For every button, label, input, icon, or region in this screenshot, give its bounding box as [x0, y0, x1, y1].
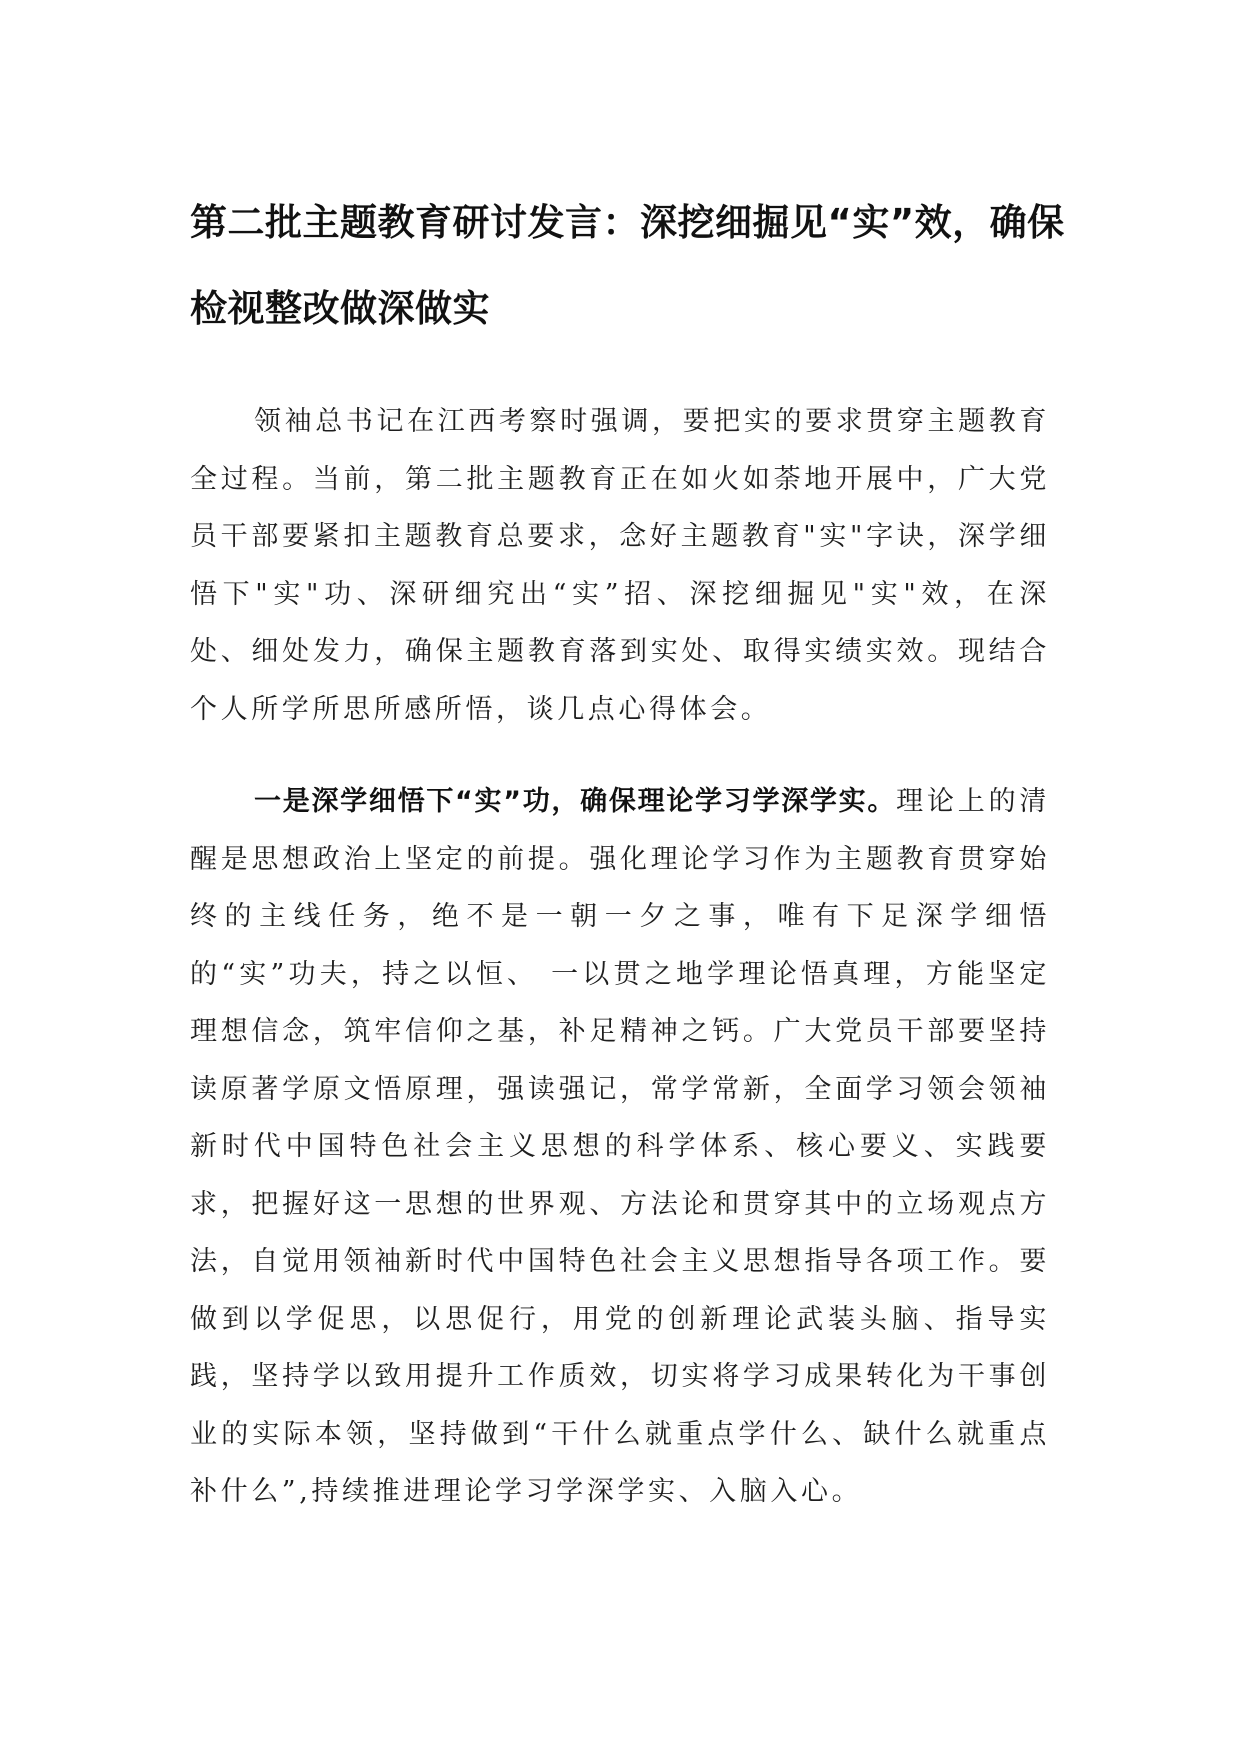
intro-paragraph: 领袖总书记在江西考察时强调，要把实的要求贯穿主题教育全过程。当前，第二批主题教育正在如火如荼地开展中，广大党员干部要紧扣主题教育总要求，念好主题教育"实"字诀，深学细悟下"实"功、深研细究出“实”招、深挖细掘见"实"效，在深处、细处发力，确保主题教育落到实处、取得实绩实效。现结合个人所学所思所感所悟，谈几点心得体会。 — [190, 406, 1050, 725]
section-1-heading: 一是深学细悟下“实”功，确保理论学习学深学实。 — [254, 786, 897, 817]
section-1-paragraph — [190, 773, 1050, 1521]
section-1-body: 理论上的清醒是思想政治上坚定的前提。强化理论学习作为主题教育贯穿始终的主线任务，绝不是一朝一夕之事，唯有下足深学细悟的“实”功夫，持之以恒、 一以贯之地学理论悟真理，方能坚定理想信念，筑牢信仰之基，补足精神之钙。广大党员干部要坚持读原著学原文悟原理，强读强记，常学常新，全面学习领会领袖新时代中国特色社会主义思想的科学体系、核心要义、实践要求，把握好这一思想的世界观、方法论和贯穿其中的立场观点方法，自觉用领袖新时代中国特色社会主义思想指导各项工作。要做到以学促思，以思促行，用党的创新理论武装头脑、指导实践，坚持学以致用提升工作质效，切实将学习成果转化为干事创业的实际本领，坚持做到“干什么就重点学什么、缺什么就重点补什么”,持续推进理论学习学深学实、入脑入心。 — [190, 786, 1050, 1507]
document-title: 第二批主题教育研讨发言：深挖细掘见“实”效，确保检视整改做深做实 — [190, 201, 1065, 330]
